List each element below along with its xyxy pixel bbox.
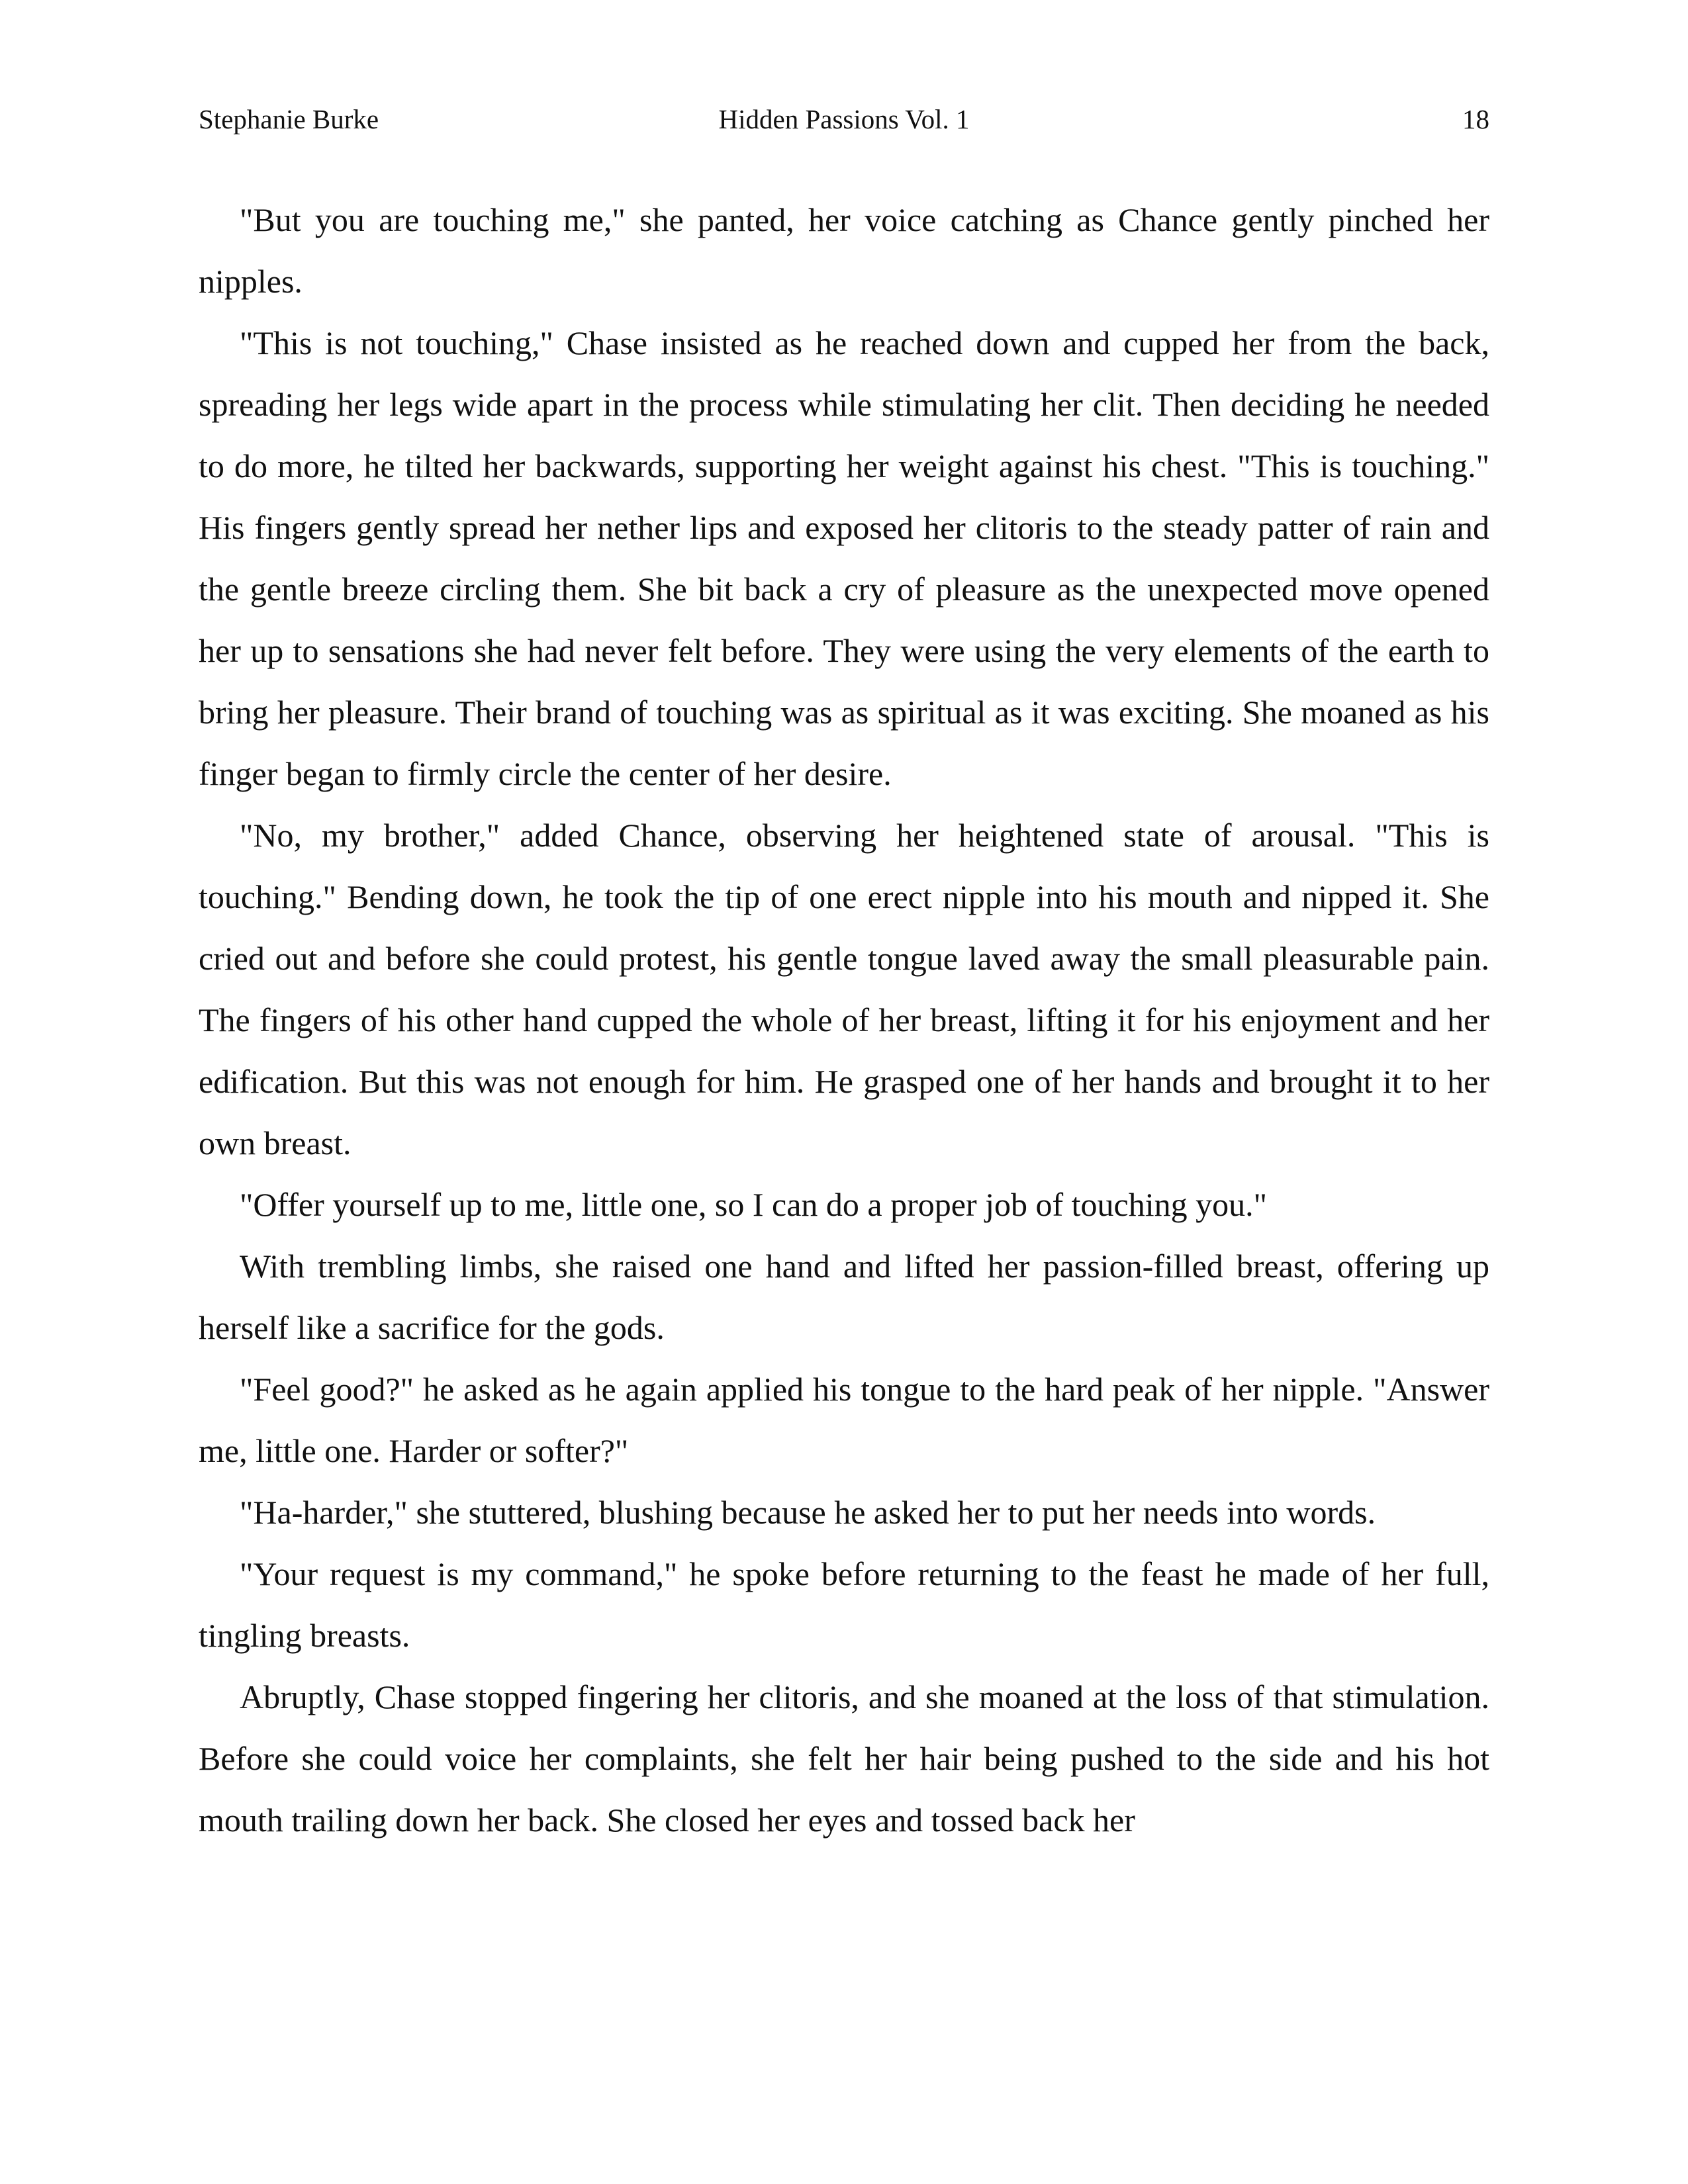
paragraph: "Ha-harder," she stuttered, blushing because he asked her to put her needs into words. [240, 1494, 1376, 1531]
body-text [199, 189, 1489, 1851]
paragraph: "Feel good?" he asked as he again applied his tongue to the hard peak of her nipple. "Answer me, little one. Harder or softer?" [199, 1371, 1489, 1469]
header-book-title: Hidden Passions Vol. 1 [718, 104, 970, 134]
paragraph: "This is not touching," Chase insisted as he reached down and cupped her from the back, spreading her legs wide apart in the process while stimulating her clit. Then deciding he needed to do more, he tilted her backwards, supporting her weight against his chest. "This is touching." His fingers gently spread her nether lips and exposed her clitoris to the steady patter of rain and the gentle breeze circling them. She bit back a cry of pleasure as the unexpected move opened her up to sensations she had never felt before. They were using the very elements of the earth to bring her pleasure. Their brand of touching was as spiritual as it was exciting. She moaned as his finger began to firmly circle the center of her desire. [199, 324, 1489, 792]
paragraph: "No, my brother," added Chance, observing her heightened state of arousal. "This is touching." Bending down, he took the tip of one erect nipple into his mouth and nipped it. She cried out and before she could protest, his gentle tongue laved away the small pleasurable pain. The fingers of his other hand cupped the whole of her breast, lifting it for his enjoyment and her edification. But this was not enough for him. He grasped one of her hands and brought it to her own breast. [199, 817, 1489, 1161]
paragraph: "Offer yourself up to me, little one, so I can do a proper job of touching you." [240, 1186, 1268, 1223]
header-author: Stephanie Burke [199, 104, 379, 134]
paragraph: "Your request is my command," he spoke before returning to the feast he made of her full, tingling breasts. [199, 1555, 1489, 1654]
paragraph: With trembling limbs, she raised one hand and lifted her passion-filled breast, offering up herself like a sacrifice for the gods. [199, 1248, 1489, 1346]
paragraph: Abruptly, Chase stopped fingering her clitoris, and she moaned at the loss of that stimulation. Before she could voice her complaints, she felt her hair being pushed to the side and his hot mouth trailing down her back. She closed her eyes and tossed back her [199, 1678, 1489, 1839]
running-header [199, 99, 1489, 139]
paragraph: "But you are touching me," she panted, her voice catching as Chance gently pinched her nipples. [199, 201, 1489, 300]
header-page-number: 18 [1462, 104, 1489, 134]
